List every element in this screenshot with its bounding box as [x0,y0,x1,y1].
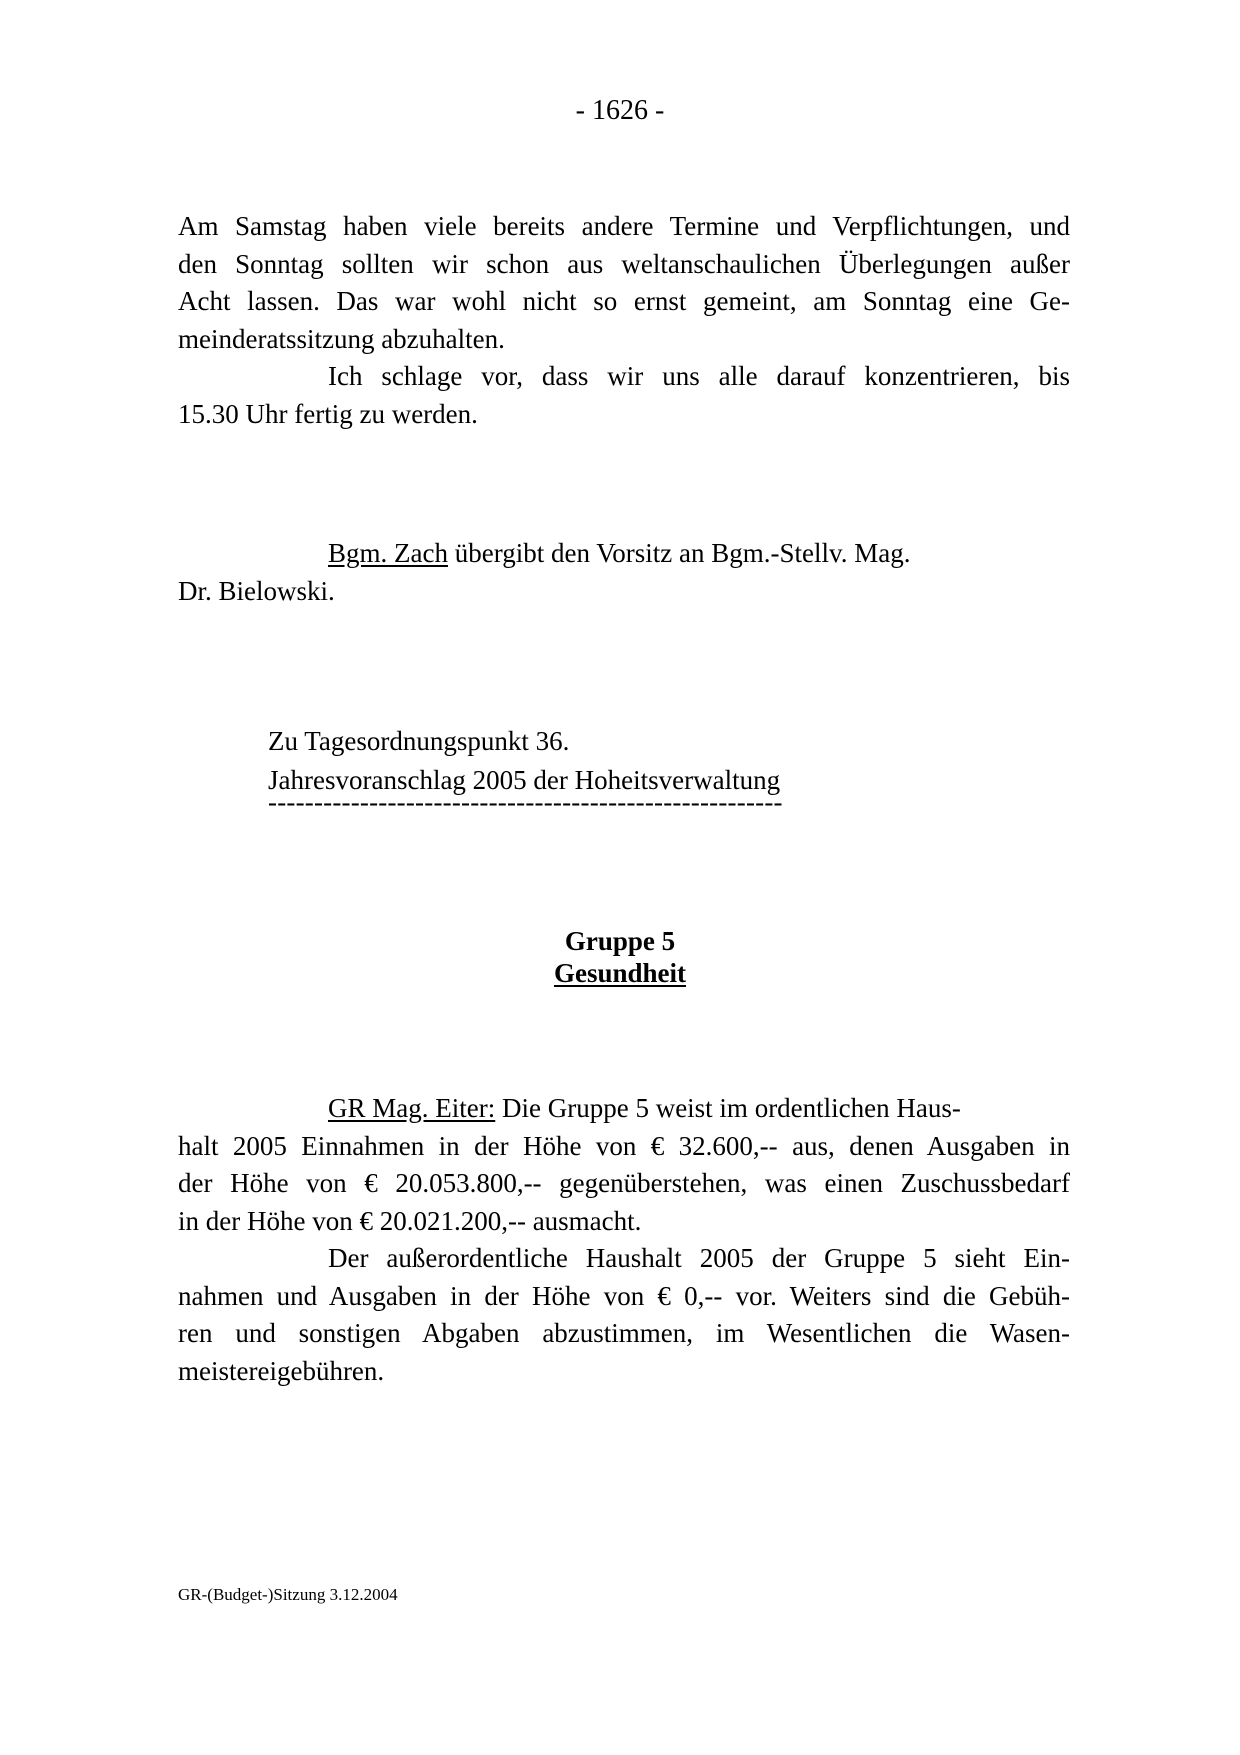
text-line: der Höhe von € 20.053.800,-- gegenüberstehen, was einen Zuschussbedarf [178,1168,1070,1198]
text-fragment: Die Gruppe 5 weist im ordentlichen Haus- [495,1093,961,1123]
text-line: 15.30 Uhr fertig zu werden. [178,398,478,429]
text-line: Der außerordentliche Haushalt 2005 der Gruppe 5 sieht Ein- [328,1243,1070,1273]
paragraph-speech-eiter [178,1090,1070,1390]
text-line: meistereigebühren. [178,1355,385,1386]
text-line: halt 2005 Einnahmen in der Höhe von € 32.600,-- aus, denen Ausgaben in [178,1130,1070,1161]
text-line: den Sonntag sollten wir schon aus weltanschaulichen Überlegungen außer [178,248,1070,279]
text-line: Dr. Bielowski. [178,575,335,606]
agenda-separator: -------------------------------------------------------- [268,787,783,817]
text-line [178,1090,1070,1128]
text-line: Acht lassen. Das war wohl nicht so ernst gemeint, am Sonntag eine Ge- [178,286,1070,316]
footer: GR-(Budget-)Sitzung 3.12.2004 [178,1585,398,1604]
text-line: Am Samstag haben viele bereits andere Termine und Verpflichtungen, und [178,211,1070,241]
text-line: nahmen und Ausgaben in der Höhe von € 0,-- vor. Weiters sind die Gebüh- [178,1280,1070,1311]
text-line: in der Höhe von € 20.021.200,-- ausmacht. [178,1205,642,1236]
agenda-item-title: Jahresvoranschlag 2005 der Hoheitsverwaltung [268,765,781,795]
section-heading [0,925,1240,989]
text-line: Ich schlage vor, dass wir uns alle darauf konzentrieren, bis [328,361,1070,391]
text-fragment: übergibt den Vorsitz an Bgm.-Stellv. Mag. [447,538,911,568]
speaker-name: Bgm. Zach [328,538,448,568]
paragraph-chair-handover [178,535,1070,610]
text-line [178,535,1070,573]
section-title: Gesundheit [553,958,687,988]
page-number: - 1626 - [575,95,665,126]
text-line: meinderatssitzung abzuhalten. [178,323,505,354]
section-group: Gruppe 5 [564,926,676,956]
speaker-name: GR Mag. Eiter: [328,1093,496,1123]
agenda-item-number: Zu Tagesordnungspunkt 36. [268,726,570,756]
agenda-item [268,722,783,817]
paragraph-weekend-scheduling [178,208,1070,433]
text-line: ren und sonstigen Abgaben abzustimmen, im Wesentlichen die Wasen- [178,1318,1070,1348]
